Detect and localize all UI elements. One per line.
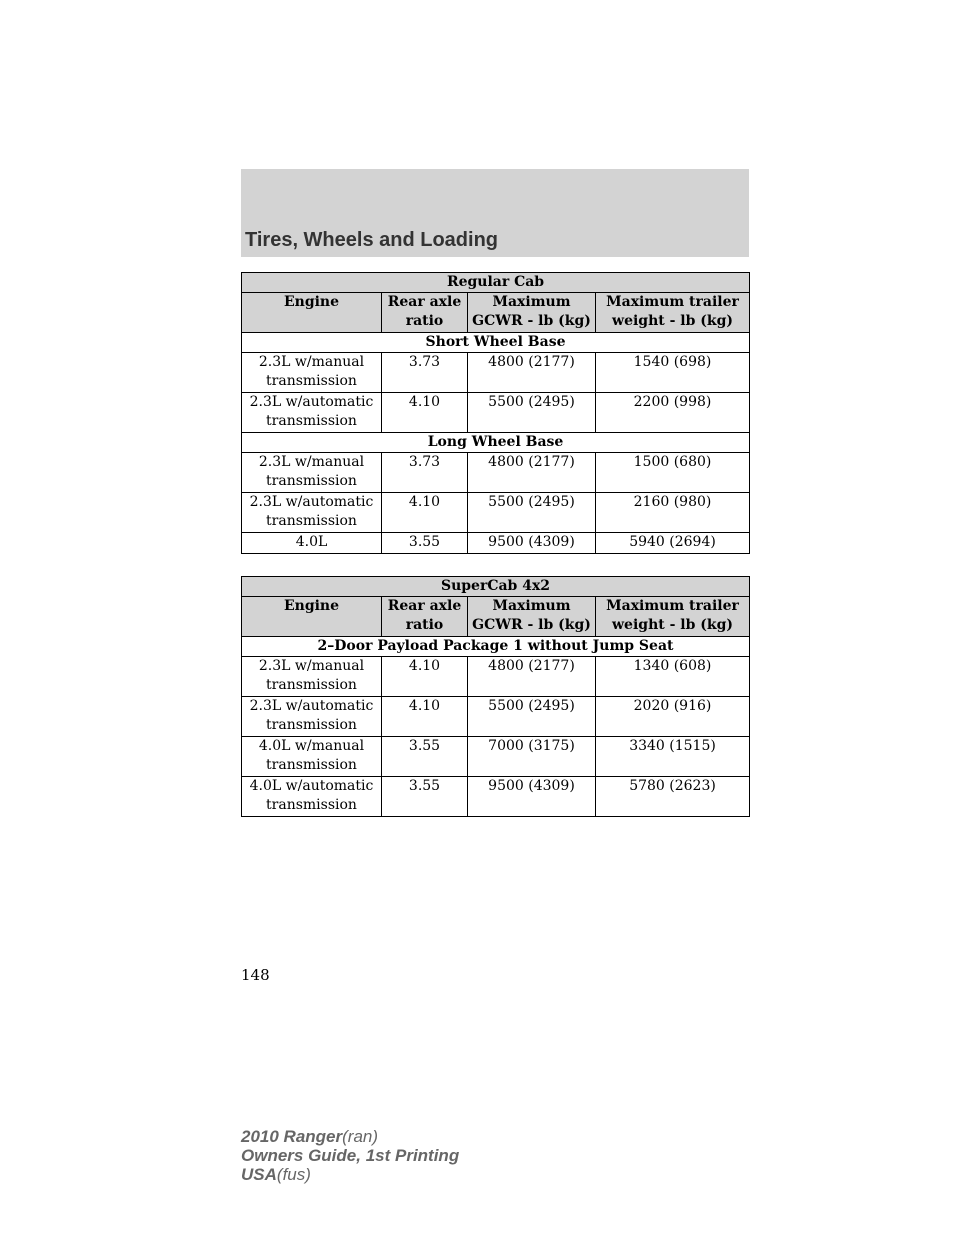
gcwr-cell: 4800 (2177)	[468, 353, 596, 393]
axle-ratio-cell: 3.73	[382, 453, 468, 493]
footer-code: (ran)	[342, 1127, 379, 1146]
gcwr-cell: 5500 (2495)	[468, 493, 596, 533]
trailer-weight-cell: 1500 (680)	[596, 453, 750, 493]
group-row	[242, 637, 750, 657]
gcwr-cell: 9500 (4309)	[468, 777, 596, 817]
engine-cell: 2.3L w/automatic transmission	[242, 393, 382, 433]
table-row	[242, 393, 750, 433]
column-header-axle-ratio: Rear axle ratio	[382, 293, 468, 333]
trailer-weight-cell: 1340 (608)	[596, 657, 750, 697]
column-header-engine: Engine	[242, 293, 382, 333]
section-title: Tires, Wheels and Loading	[245, 229, 499, 251]
table-row	[242, 353, 750, 393]
column-header-gcwr: Maximum GCWR - lb (kg)	[468, 293, 596, 333]
gcwr-cell: 7000 (3175)	[468, 737, 596, 777]
axle-ratio-cell: 3.55	[382, 777, 468, 817]
axle-ratio-cell: 4.10	[382, 657, 468, 697]
table-row	[242, 657, 750, 697]
column-header-axle-ratio: Rear axle ratio	[382, 597, 468, 637]
axle-ratio-cell: 3.55	[382, 737, 468, 777]
engine-cell: 2.3L w/manual transmission	[242, 453, 382, 493]
gcwr-cell: 4800 (2177)	[468, 453, 596, 493]
trailer-weight-cell: 1540 (698)	[596, 353, 750, 393]
table-title: Regular Cab	[242, 273, 750, 293]
engine-cell: 2.3L w/manual transmission	[242, 657, 382, 697]
table-row	[242, 533, 750, 554]
engine-cell: 4.0L	[242, 533, 382, 554]
table-title-row	[242, 273, 750, 293]
table-title-row	[242, 577, 750, 597]
column-header-gcwr: Maximum GCWR - lb (kg)	[468, 597, 596, 637]
axle-ratio-cell: 4.10	[382, 393, 468, 433]
gcwr-cell: 4800 (2177)	[468, 657, 596, 697]
table-row	[242, 737, 750, 777]
engine-cell: 4.0L w/manual transmission	[242, 737, 382, 777]
table-row	[242, 453, 750, 493]
group-label: Long Wheel Base	[242, 433, 750, 453]
engine-cell: 2.3L w/manual transmission	[242, 353, 382, 393]
print-footer	[241, 1127, 459, 1184]
group-label: 2–Door Payload Package 1 without Jump Seat	[242, 637, 750, 657]
axle-ratio-cell: 3.55	[382, 533, 468, 554]
table-title: SuperCab 4x2	[242, 577, 750, 597]
footer-code: (fus)	[276, 1165, 311, 1184]
table-row	[242, 777, 750, 817]
engine-cell: 2.3L w/automatic transmission	[242, 697, 382, 737]
trailer-weight-cell: 5780 (2623)	[596, 777, 750, 817]
footer-line	[241, 1146, 459, 1165]
footer-market: USA	[241, 1165, 277, 1184]
trailer-weight-cell: 2200 (998)	[596, 393, 750, 433]
trailer-weight-cell: 2160 (980)	[596, 493, 750, 533]
gcwr-cell: 5500 (2495)	[468, 393, 596, 433]
trailer-weight-cell: 2020 (916)	[596, 697, 750, 737]
table-row	[242, 697, 750, 737]
group-row	[242, 433, 750, 453]
engine-cell: 2.3L w/automatic transmission	[242, 493, 382, 533]
axle-ratio-cell: 3.73	[382, 353, 468, 393]
footer-line	[241, 1127, 459, 1146]
group-label: Short Wheel Base	[242, 333, 750, 353]
gcwr-cell: 9500 (4309)	[468, 533, 596, 554]
table-header-row	[242, 597, 750, 637]
axle-ratio-cell: 4.10	[382, 697, 468, 737]
trailer-weight-cell: 3340 (1515)	[596, 737, 750, 777]
engine-cell: 4.0L w/automatic transmission	[242, 777, 382, 817]
footer-model: 2010 Ranger	[241, 1127, 343, 1146]
trailer-weight-cell: 5940 (2694)	[596, 533, 750, 554]
column-header-engine: Engine	[242, 597, 382, 637]
axle-ratio-cell: 4.10	[382, 493, 468, 533]
gcwr-cell: 5500 (2495)	[468, 697, 596, 737]
page-number: 148	[241, 966, 270, 984]
group-row	[242, 333, 750, 353]
table-header-row	[242, 293, 750, 333]
column-header-trailer-weight: Maximum trailer weight - lb (kg)	[596, 293, 750, 333]
footer-line	[241, 1165, 459, 1184]
supercab-4x2-table	[241, 576, 750, 817]
regular-cab-table	[241, 272, 750, 554]
column-header-trailer-weight: Maximum trailer weight - lb (kg)	[596, 597, 750, 637]
footer-edition: Owners Guide, 1st Printing	[241, 1146, 460, 1165]
table-row	[242, 493, 750, 533]
